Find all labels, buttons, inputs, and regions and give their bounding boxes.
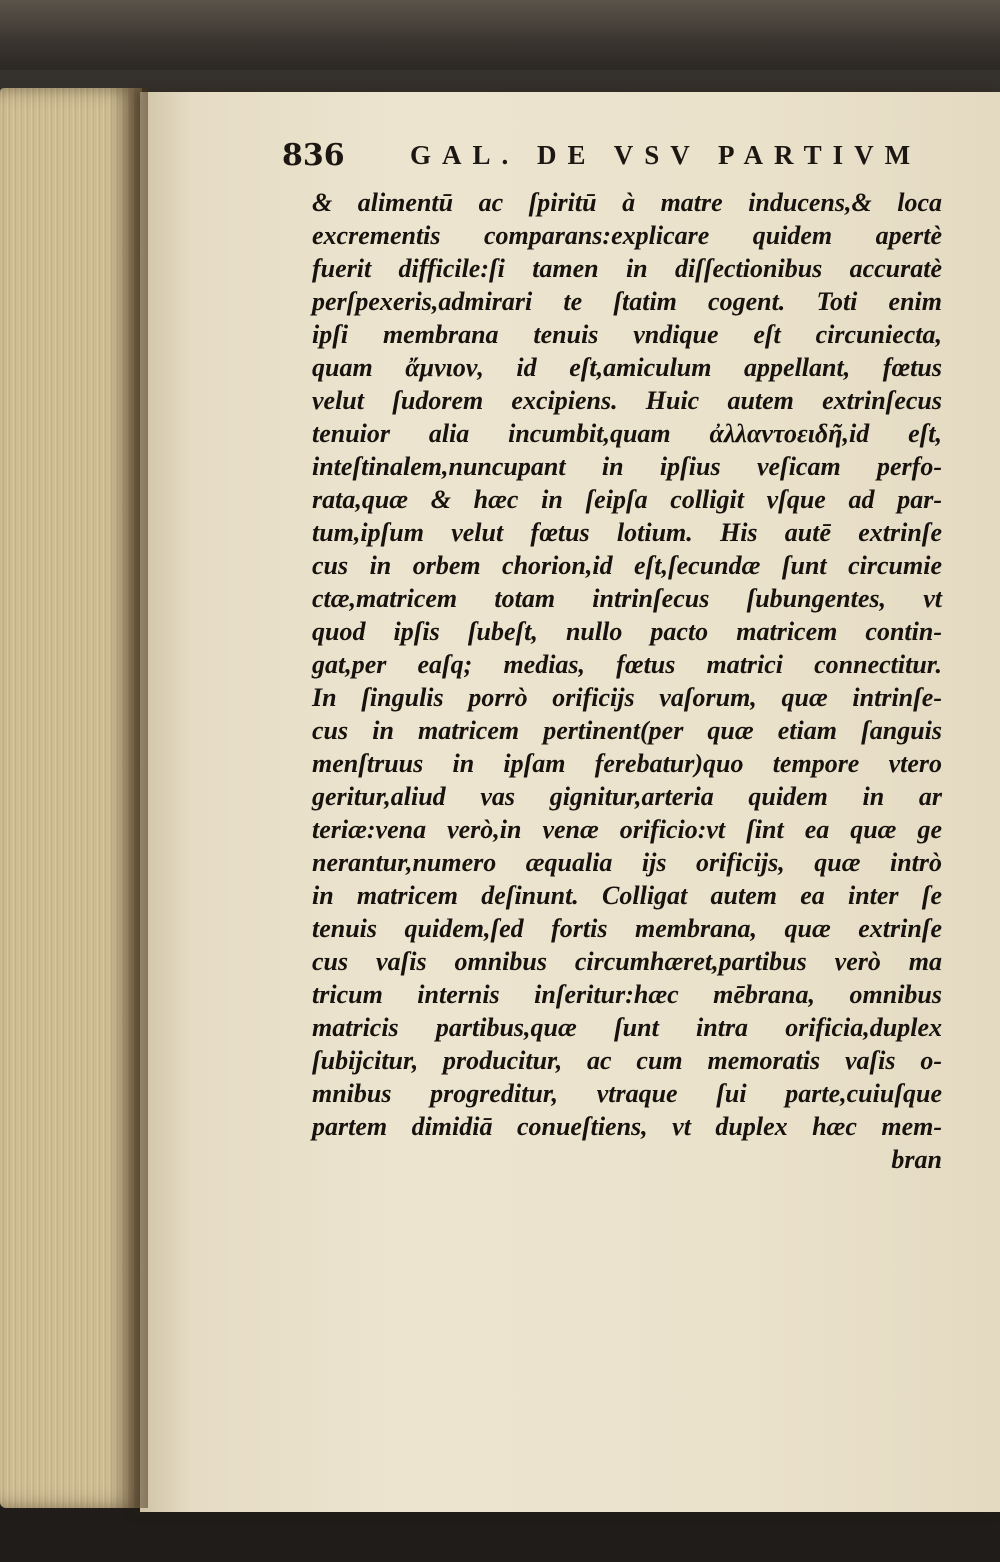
running-title: GAL. DE VSV PARTIVM	[410, 140, 922, 170]
page-header	[282, 138, 922, 178]
text-line: rata,quæ & hæc in ſeipſa colligit vſque ad par-	[312, 485, 942, 514]
catchword: bran	[891, 1145, 942, 1174]
gutter-shadow	[108, 88, 148, 1508]
text-line: ſubijcitur, producitur, ac cum memoratis vaſis o-	[312, 1046, 942, 1075]
text-line: cus vaſis omnibus circumhæret,partibus verò ma	[312, 947, 942, 976]
text-line: nerantur,numero æqualia ijs orificijs, quæ intrò	[312, 848, 942, 877]
text-line: tenuis quidem,ſed fortis membrana, quæ extrinſe	[312, 914, 942, 943]
text-line: tricum internis inſeritur:hæc mēbrana, omnibus	[312, 980, 942, 1009]
book-top-edge	[0, 0, 1000, 70]
text-line: teriæ:vena verò,in venæ orificio:vt ſint ea quæ ge	[312, 815, 942, 844]
text-line: in matricem deſinunt. Colligat autem ea inter ſe	[312, 881, 942, 910]
text-line: quam ἄμνιον, id eſt,amiculum appellant, fœtus	[312, 353, 942, 382]
text-line: geritur,aliud vas gignitur,arteria quidem in ar	[312, 782, 942, 811]
text-line: cus in matricem pertinent(per quæ etiam ſanguis	[312, 716, 942, 745]
text-line: gat,per eaſq; medias, fœtus matrici connectitur.	[312, 650, 942, 679]
text-line: velut ſudorem excipiens. Huic autem extrinſecus	[312, 386, 942, 415]
text-line: menſtruus in ipſam ferebatur)quo tempore vtero	[312, 749, 942, 778]
text-line: fuerit difficile:ſi tamen in diſſectionibus accuratè	[312, 254, 942, 283]
text-line: ctæ,matricem totam intrinſecus ſubungentes, vt	[312, 584, 942, 613]
text-line: mnibus progreditur, vtraque ſui parte,cuiuſque	[312, 1079, 942, 1108]
page-number: 836	[282, 138, 345, 173]
body-text	[312, 186, 942, 1176]
text-line: tum,ipſum velut fœtus lotium. His autē extrinſe	[312, 518, 942, 547]
text-line: matricis partibus,quæ ſunt intra orificia,duplex	[312, 1013, 942, 1042]
text-line: perſpexeris,admirari te ſtatim cogent. Toti enim	[312, 287, 942, 316]
text-line: ipſi membrana tenuis vndique eſt circuniecta,	[312, 320, 942, 349]
text-line: & alimentū ac ſpiritū à matre inducens,& loca	[312, 188, 942, 217]
text-line: inteſtinalem,nuncupant in ipſius veſicam perfo-	[312, 452, 942, 481]
text-line: partem dimidiā conueſtiens, vt duplex hæc mem-	[312, 1112, 942, 1141]
text-line: excrementis comparans:explicare quidem apertè	[312, 221, 942, 250]
text-line: In ſingulis porrò orificijs vaſorum, quæ intrinſe-	[312, 683, 942, 712]
text-line: cus in orbem chorion,id eſt,ſecundæ ſunt circumie	[312, 551, 942, 580]
text-line: tenuior alia incumbit,quam ἀλλαντοειδῆ,id eſt,	[312, 419, 942, 448]
text-line: quod ipſis ſubeſt, nullo pacto matricem contin-	[312, 617, 942, 646]
